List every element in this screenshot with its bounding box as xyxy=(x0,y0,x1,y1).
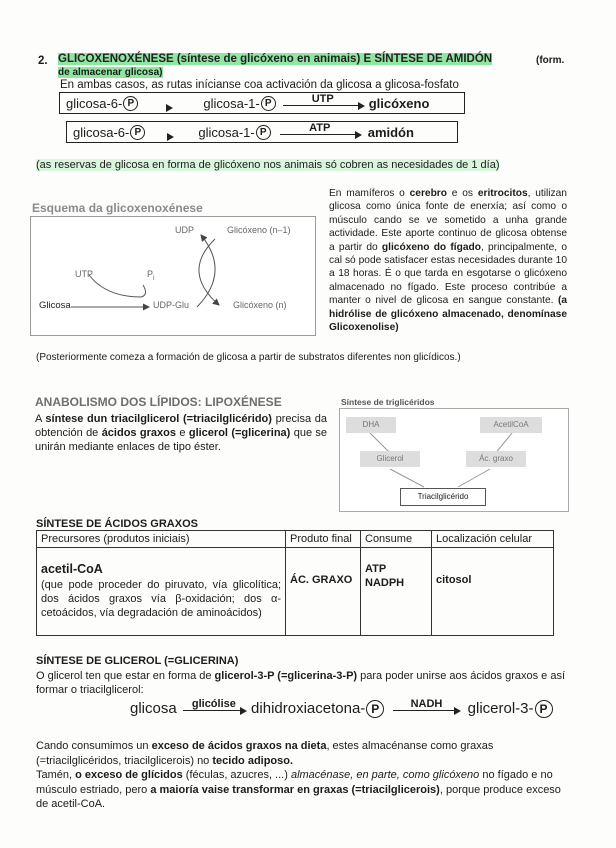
eq-glicolise-arrow xyxy=(183,699,245,711)
route1-utp-arrow xyxy=(283,94,363,106)
consume-cell: ATP NADPH xyxy=(361,548,432,636)
phosphate-icon: P xyxy=(261,96,276,111)
section-title-main: GLICOXENOXÉNESE (síntese de glicóxeno en animais) E SÍNTESE DE AMIDÓN xyxy=(58,53,493,65)
table-header: Consume xyxy=(361,531,432,548)
nadh-label: NADH xyxy=(410,698,443,711)
table-header-row xyxy=(37,531,554,548)
glycerol-heading: SÍNTESE DE GLICEROL (=GLICERINA) xyxy=(36,655,239,667)
glicogeno-n1-label: Glicóxeno (n–1) xyxy=(227,225,291,235)
phosphate-icon: P xyxy=(256,125,271,140)
atp-label: ATP xyxy=(309,122,331,134)
glycerol-paragraph: O glicerol ten que estar en forma de glicerol-3-P (=glicerina-3-P) para poder unirse aos ácidos graxos e así formar o triacilglicerol: xyxy=(36,670,565,696)
section-title-continuation: de almacenar glicosa) xyxy=(58,67,163,78)
ac-graxo-box: Ác. graxo xyxy=(466,451,526,467)
route1-product: glicóxeno xyxy=(368,95,430,111)
route2-glicosa6: glicosa-6- xyxy=(73,124,130,140)
glicogenesis-diagram-title: Esquema da glicoxenoxénese xyxy=(32,201,203,215)
table-header: Precursores (produtos iniciais) xyxy=(37,531,286,548)
section-title-side: (form. xyxy=(536,55,565,66)
dha-box: DHA xyxy=(346,417,396,433)
route-glicogeno-box xyxy=(59,92,465,114)
eq-nadh-arrow xyxy=(393,699,459,711)
triacilglicerido-box: Triacilglicérido xyxy=(400,488,486,506)
eq-dhac: dihidroxiacetona- xyxy=(251,700,366,717)
anabolismo-paragraph: A síntese dun triacilglicerol (=triacilglicérido) precisa da obtención de ácidos graxos e glicerol (=glicerina) que se unirán mediante enlaces de tipo éster. xyxy=(35,413,328,453)
route-amidon-box xyxy=(66,121,458,143)
table-header: Localización celular xyxy=(432,531,554,548)
phosphate-icon: P xyxy=(535,700,553,718)
phosphate-icon: P xyxy=(130,125,145,140)
glicolise-label: glicólise xyxy=(191,698,236,711)
fatty-acids-table xyxy=(36,530,554,636)
glicogenesis-diagram xyxy=(30,216,316,336)
udp-label: UDP xyxy=(175,225,195,235)
product-cell: ÁC. GRAXO xyxy=(286,548,361,636)
acetilcoa-box: AcetilCoA xyxy=(480,417,542,433)
final-paragraph: Cando consumimos un exceso de ácidos graxos na dieta, estes almacénanse como graxas (=triacilglicéridos, triacilglicerois) no tecido adiposo. Tamén, o exceso de glícidos (féculas, azucres, ...) almacénase, en parte, como glicóxeno no fígado e no músculo estriado, pero a maioría vaise transformar en graxas (=triacilglicerois), porque produce exceso de acetil-CoA. xyxy=(36,740,561,810)
eq-g3: glicerol-3- xyxy=(467,700,534,717)
reserves-note-text: (as reservas de glicosa en forma de glicóxeno nos animais só cobren as necesidades de 1 día) xyxy=(36,159,500,171)
phosphate-icon: P xyxy=(123,96,138,111)
posterior-note: (Posteriormente comeza a formación de glicosa a partir de substratos diferentes non glicídicos.) xyxy=(36,352,461,363)
glicogeno-n-label: Glicóxeno (n) xyxy=(233,300,287,310)
mammals-paragraph: En mamíferos o cerebro e os eritrocitos, utilizan glicosa como única fonte de enerxía; así como o músculo cando se ve sometido a unha grande actividade. Este aporte continuo de glicosa obtense a partir do glicóxeno do fígado, principalmente, o cal só pode satisfacer estas necesidades durante 10 a 18 horas. É o que tarda en esgotarse o glicóxeno almacenado no fígado. Este proceso contribúe a manter o nivel de glicosa en sangue constante. (a hidrólise de glicóxeno almacenado, denomínase Glicoxenolise) xyxy=(329,188,567,334)
section-number: 2. xyxy=(38,55,48,67)
route2-atp-arrow xyxy=(280,123,360,135)
trig-diagram xyxy=(339,408,569,512)
phosphate-icon: P xyxy=(366,700,384,718)
precursor-title: acetil-CoA xyxy=(41,562,103,576)
route2-product: amidón xyxy=(367,124,414,140)
pi-label: $P_i$ xyxy=(147,269,155,282)
udp-glu-label: UDP-Glu xyxy=(153,300,190,310)
glicosa-label: Glicosa xyxy=(39,300,71,311)
table-row xyxy=(37,548,554,636)
reserves-note xyxy=(36,159,499,171)
section-title xyxy=(58,53,492,65)
route1-glicosa6: glicosa-6- xyxy=(66,95,123,111)
precursor-desc: (que pode proceder do piruvato, vía glicolítica; dos ácidos graxos vía β-oxidación; dos α-cetoácidos, vía degradación de aminoácidos) xyxy=(41,579,281,619)
utp-label: UTP xyxy=(75,269,93,279)
utp-label: UTP xyxy=(311,93,334,105)
location-cell: citosol xyxy=(432,548,554,636)
fatty-acids-heading: SÍNTESE DE ÁCIDOS GRAXOS xyxy=(36,518,198,530)
eq-glicosa: glicosa xyxy=(130,700,177,717)
route1-glicosa1: glicosa-1- xyxy=(203,95,260,111)
route2-glicosa1: glicosa-1- xyxy=(198,124,255,140)
table-header: Produto final xyxy=(286,531,361,548)
glycerol-equation xyxy=(130,700,554,718)
anabolismo-title: ANABOLISMO DOS LÍPIDOS: LIPOXÉNESE xyxy=(35,395,282,409)
precursor-cell xyxy=(37,548,286,636)
trig-diagram-title: Síntese de triglicéridos xyxy=(341,397,435,407)
section-intro: En ambas casos, as rutas inícianse coa activación da glicosa a glicosa-fosfato xyxy=(60,79,459,91)
glicerol-box: Glicerol xyxy=(360,451,420,467)
